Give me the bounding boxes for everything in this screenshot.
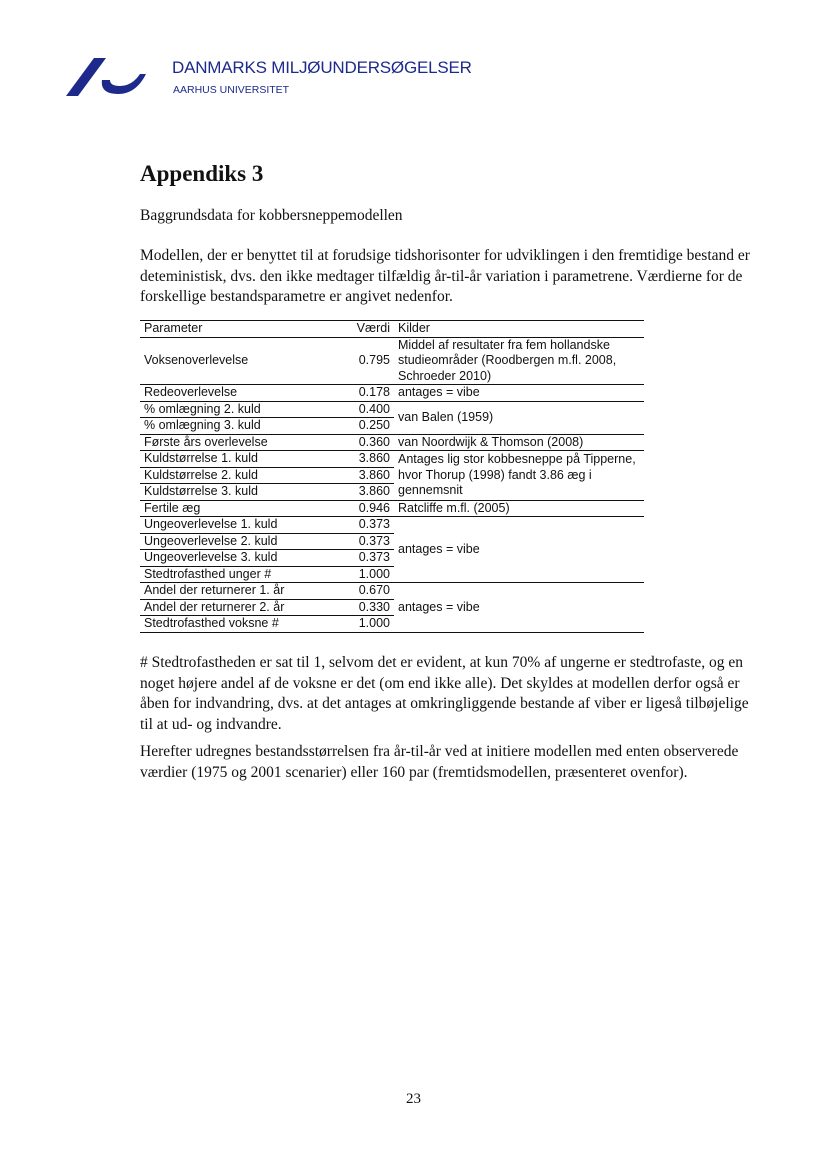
param-cell: Kuldstørrelse 3. kuld <box>140 484 342 501</box>
table-row <box>140 517 644 534</box>
value-cell: 0.178 <box>342 385 394 402</box>
param-cell: Ungeoverlevelse 3. kuld <box>140 550 342 567</box>
page-number: 23 <box>406 1091 421 1107</box>
parameter-table-wrapper <box>140 320 644 633</box>
param-cell: Fertile æg <box>140 500 342 517</box>
value-cell: 0.360 <box>342 434 394 451</box>
value-cell: 3.860 <box>342 467 394 484</box>
header-parameter: Parameter <box>140 321 342 338</box>
param-cell: % omlægning 2. kuld <box>140 401 342 418</box>
table-row <box>140 385 644 402</box>
source-cell: van Noordwijk & Thomson (2008) <box>394 434 644 451</box>
value-cell: 0.946 <box>342 500 394 517</box>
value-cell: 0.250 <box>342 418 394 435</box>
closing-paragraph: Herefter udregnes bestandsstørrelsen fra år-til-år ved at initiere modellen med enten observerede værdier (1975 og 2001 scenarier) eller 160 par (fremtidsmodellen, præsenteret ovenfor). <box>140 743 739 781</box>
param-cell: Andel der returnerer 2. år <box>140 599 342 616</box>
value-cell: 0.373 <box>342 550 394 567</box>
org-subtitle: AARHUS UNIVERSITET <box>173 84 290 96</box>
table-row <box>140 583 644 600</box>
param-cell: % omlægning 3. kuld <box>140 418 342 435</box>
table-row <box>140 451 644 468</box>
header-sources: Kilder <box>394 321 644 338</box>
org-name: DANMARKS MILJØUNDERSØGELSER <box>172 58 472 77</box>
param-cell: Kuldstørrelse 2. kuld <box>140 467 342 484</box>
value-cell: 3.860 <box>342 484 394 501</box>
header-value: Værdi <box>342 321 394 338</box>
param-cell: Kuldstørrelse 1. kuld <box>140 451 342 468</box>
parameter-table <box>140 320 644 633</box>
source-cell: antages = vibe <box>394 517 644 583</box>
value-cell: 0.373 <box>342 517 394 534</box>
param-cell: Redeoverlevelse <box>140 385 342 402</box>
source-cell: antages = vibe <box>394 583 644 633</box>
param-cell: Ungeoverlevelse 2. kuld <box>140 533 342 550</box>
university-logo <box>62 50 162 110</box>
source-cell: Ratcliffe m.fl. (2005) <box>394 500 644 517</box>
source-cell: Middel af resultater fra fem hollandske studieområder (Roodbergen m.fl. 2008, Schroeder 2010) <box>394 337 644 385</box>
source-cell: antages = vibe <box>394 385 644 402</box>
value-cell: 1.000 <box>342 616 394 633</box>
param-cell: Stedtrofasthed unger # <box>140 566 342 583</box>
value-cell: 1.000 <box>342 566 394 583</box>
logo-cup-shape <box>102 74 146 94</box>
source-cell: van Balen (1959) <box>394 401 644 434</box>
section-subtitle: Baggrundsdata for kobbersneppemodellen <box>140 207 403 224</box>
table-row <box>140 434 644 451</box>
value-cell: 3.860 <box>342 451 394 468</box>
value-cell: 0.795 <box>342 337 394 385</box>
table-footnote: # Stedtrofastheden er sat til 1, selvom det er evident, at kun 70% af ungerne er stedtrofaste, og en noget højere andel af de voksne er det (om end ikke alle). Det skyldes at modellen derfor også er åben for indvandring, dvs. at det antages at omkringliggende bestande af viber er ligeså tilbøjelige til at ud- og indvandre. <box>140 654 749 733</box>
table-row <box>140 337 644 385</box>
table-row <box>140 401 644 418</box>
table-row <box>140 500 644 517</box>
param-cell: Ungeoverlevelse 1. kuld <box>140 517 342 534</box>
page-title: Appendiks 3 <box>140 161 264 186</box>
param-cell: Andel der returnerer 1. år <box>140 583 342 600</box>
value-cell: 0.373 <box>342 533 394 550</box>
param-cell: Første års overlevelse <box>140 434 342 451</box>
param-cell: Voksenoverlevelse <box>140 337 342 385</box>
value-cell: 0.330 <box>342 599 394 616</box>
source-cell: Antages lig stor kobbesneppe på Tipperne, hvor Thorup (1998) fandt 3.86 æg i gennemsnit <box>394 451 644 501</box>
table-header-row <box>140 321 644 338</box>
value-cell: 0.400 <box>342 401 394 418</box>
value-cell: 0.670 <box>342 583 394 600</box>
logo-slash-shape <box>66 58 106 96</box>
intro-paragraph: Modellen, der er benyttet til at forudsige tidshorisonter for udviklingen i den fremtidige bestand er deteministisk, dvs. den ikke medtager tilfældig år-til-år variation i parametrene. Værdierne for de forskellige bestandsparametre er angivet nedenfor. <box>140 247 750 305</box>
param-cell: Stedtrofasthed voksne # <box>140 616 342 633</box>
